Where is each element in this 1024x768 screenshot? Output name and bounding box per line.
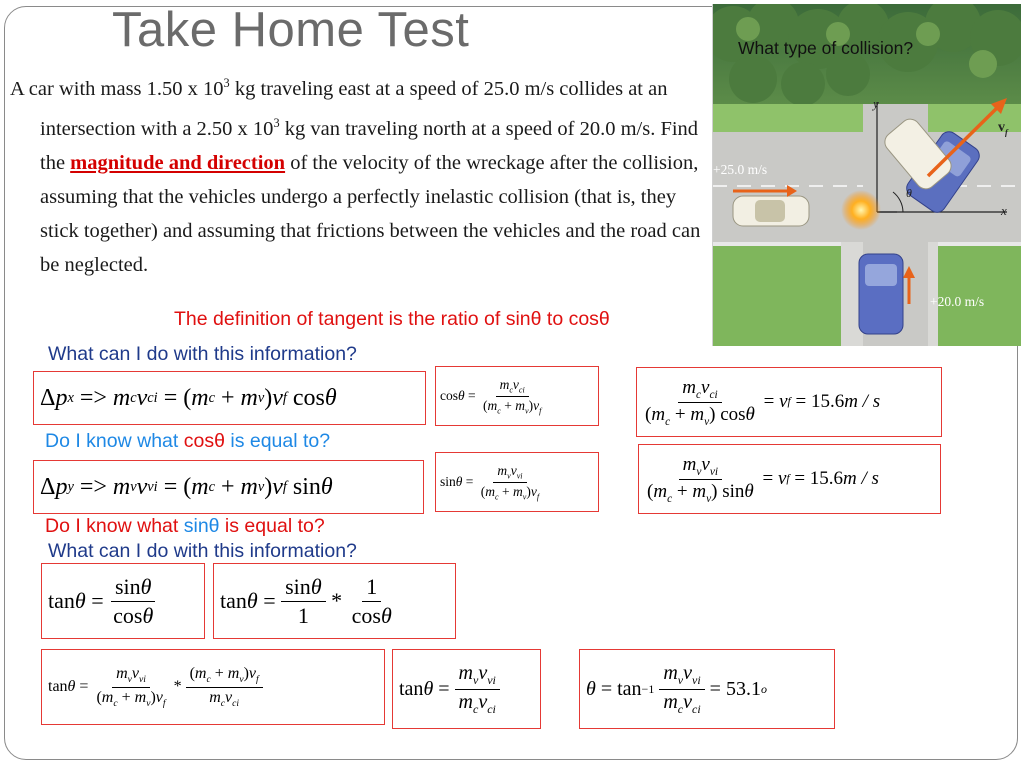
problem-exp2: 3 <box>273 115 280 130</box>
vf-sin-unit: m / s <box>843 468 879 489</box>
eq-momentum-x: Δ p x => m c v ci = ( m c + m v ) v f cos θ <box>33 371 426 425</box>
problem-highlight: magnitude and direction <box>70 151 286 174</box>
sin-question-post: is equal to? <box>219 515 325 537</box>
tangent-note: The definition of tangent is the ratio of sinθ to cosθ <box>174 308 610 330</box>
eq-cos-theta: cos θ = $\frac{m_cv_{ci}}{(m_c + m_v)v_f}$ <box>435 366 599 426</box>
speed-van-label: +20.0 m/s <box>930 294 985 309</box>
axis-x-label: x <box>1001 203 1007 218</box>
problem-exp1: 3 <box>223 76 230 90</box>
problem-part4: of the velocity of the wreckage after the collision, assuming that the vehicles undergo a perfectly inelastic collision (that is, they stick together) and assuming that frictions between the vehicles and the road can be neglected. <box>40 151 701 276</box>
problem-part3: kg van traveling north at a speed of 20.0 m/s. Find the <box>40 117 699 174</box>
cos-question <box>45 430 330 453</box>
angle-label: θ <box>906 186 912 200</box>
eq-momentum-y: Δ p y => m v v vi = ( m c + m v ) v f sin θ <box>33 460 424 514</box>
collision-illustration <box>712 4 1021 346</box>
sin-question <box>45 515 325 538</box>
eq-tan-simplified: tan θ = $\frac{m_vv_{vi}}{m_cv_{ci}}$ <box>392 649 541 729</box>
collision-type-question: What type of collision? <box>738 38 914 58</box>
problem-part1: A car with mass 1.50 x 10 <box>10 77 224 100</box>
what-can-do-question-2: What can I do with this information? <box>48 540 357 562</box>
eq-theta-result: θ = tan −1 $\frac{m_vv_{vi}}{m_cv_{ci}}$ = 53.1 o <box>579 649 835 729</box>
cos-question-pre: Do I know what <box>45 430 184 452</box>
eq-vf-sin: $\frac{m_vv_{vi}}{(m_c + m_v) \sin\theta}$ = v f = 15.6 m / s <box>638 444 941 514</box>
problem-text <box>10 66 710 282</box>
axis-y-label: y <box>873 96 879 111</box>
slide-title: Take Home Test <box>112 3 470 57</box>
vf-label <box>998 120 1008 137</box>
problem-part2: kg traveling east at a speed of 25.0 m/s collides at an intersection with a 2.50 x 10 <box>40 77 668 140</box>
sin-question-pre: Do I know what <box>45 515 184 537</box>
vf-cos-unit: m / s <box>844 391 881 412</box>
theta-degree: o <box>760 681 767 696</box>
cos-question-post: is equal to? <box>224 430 331 452</box>
speed-car-label: +25.0 m/s <box>713 162 768 177</box>
eq-vf-cos: $\frac{m_cv_{ci}}{(m_c + m_v) \cos\theta}$ = v f = 15.6 m / s <box>636 367 942 437</box>
eq-sin-theta: sin θ = $\frac{m_vv_{vi}}{(m_c + m_v)v_f}$ <box>435 452 599 512</box>
what-can-do-question-1: What can I do with this information? <box>48 343 357 365</box>
eq-tan-sin-over-cos: tan θ = $\frac{\sin\theta}{\cos\theta}$ <box>41 563 205 639</box>
vf-subscript: f <box>1005 127 1008 137</box>
cos-question-symbol: cosθ <box>183 430 225 452</box>
vf-symbol: v <box>998 120 1005 135</box>
vf-cos-value: 15.6 <box>810 391 845 412</box>
theta-value: 53.1 <box>725 677 761 700</box>
eq-tan-expanded: tan θ = $\frac{m_vv_{vi}}{(m_c + m_v)v_f}$ * $\frac{(m_c + m_v)v_f}{m_cv_{ci}}$ <box>41 649 385 725</box>
vf-sin-value: 15.6 <box>809 468 844 489</box>
eq-tan-product: tan θ = $\frac{\sin\theta}{1}$ * $\frac{1}{\cos\theta}$ <box>213 563 456 639</box>
sin-question-symbol: sinθ <box>183 515 220 537</box>
